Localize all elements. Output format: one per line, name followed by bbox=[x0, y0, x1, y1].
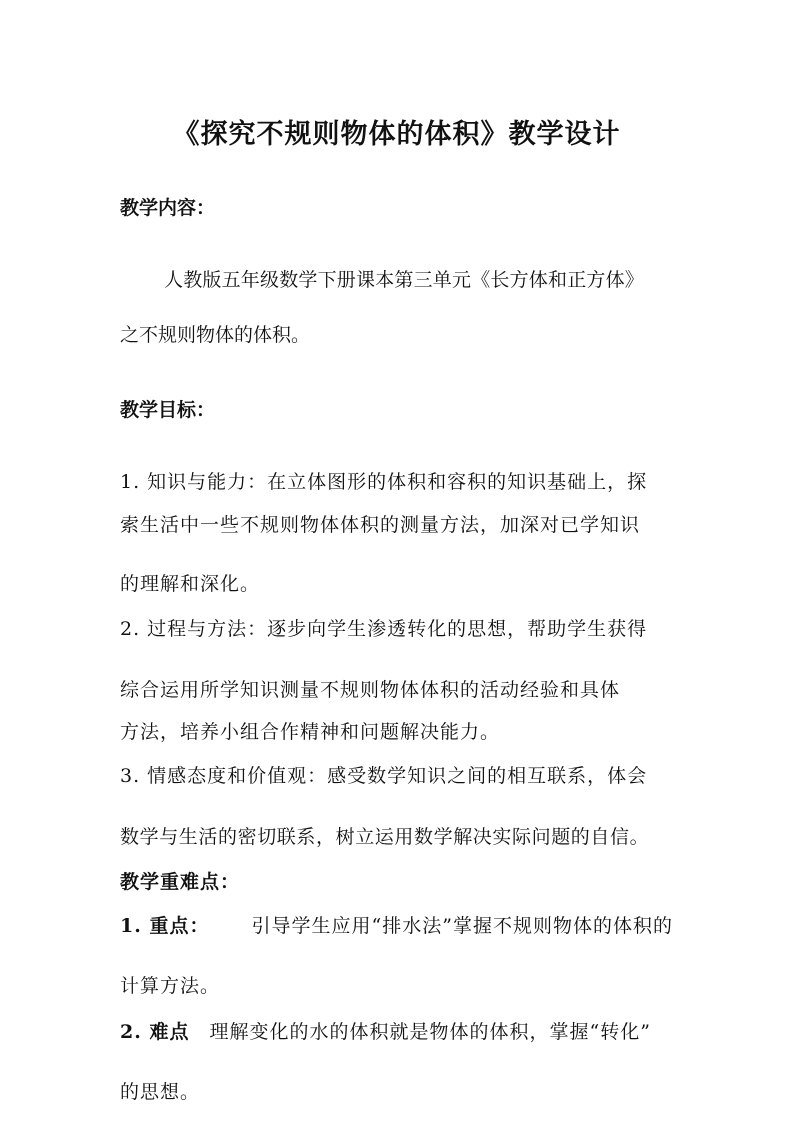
key-point-1-cont: 计算方法。 bbox=[120, 975, 221, 997]
key-point-1 bbox=[120, 914, 673, 938]
content-line-2: 之不规则物体的体积。 bbox=[120, 324, 311, 346]
key-point-2-label: 2. 难点 bbox=[120, 1021, 190, 1043]
goal-1-line-2: 索生活中一些不规则物体体积的测量方法，加深对已学知识 bbox=[120, 514, 641, 536]
content-line-1: 人教版五年级数学下册课本第三单元《长方体和正方体》 bbox=[164, 269, 645, 291]
key-point-2 bbox=[120, 1020, 651, 1044]
goal-3-line-1: 3. 情感态度和价值观：感受数学知识之间的相互联系，体会 bbox=[120, 765, 648, 787]
goal-1-line-1: 1. 知识与能力：在立体图形的体积和容积的知识基础上，探 bbox=[120, 471, 648, 493]
goal-3-line-2: 数学与生活的密切联系，树立运用数学解决实际问题的自信。 bbox=[120, 826, 650, 848]
key-point-2-cont: 的思想。 bbox=[120, 1081, 201, 1103]
key-point-1-label: 1. 重点： bbox=[120, 915, 210, 937]
goal-2-line-1: 2. 过程与方法：逐步向学生渗透转化的思想，帮助学生获得 bbox=[120, 618, 648, 640]
key-point-2-text: 理解变化的水的体积就是物体的体积，掌握“转化” bbox=[209, 1021, 651, 1043]
key-points-heading: 教学重难点： bbox=[120, 871, 241, 893]
content-heading: 教学内容： bbox=[120, 197, 216, 219]
goal-2-line-2: 综合运用所学知识测量不规则物体体积的活动经验和具体 bbox=[120, 679, 621, 701]
goal-1-line-3: 的理解和深化。 bbox=[120, 573, 261, 595]
goal-2-line-3: 方法，培养小组合作精神和问题解决能力。 bbox=[120, 721, 501, 743]
goals-heading: 教学目标： bbox=[120, 399, 216, 421]
key-point-1-text: 引导学生应用“排水法”掌握不规则物体的体积的 bbox=[251, 915, 673, 937]
document-title: 《探究不规则物体的体积》教学设计 bbox=[172, 119, 621, 150]
